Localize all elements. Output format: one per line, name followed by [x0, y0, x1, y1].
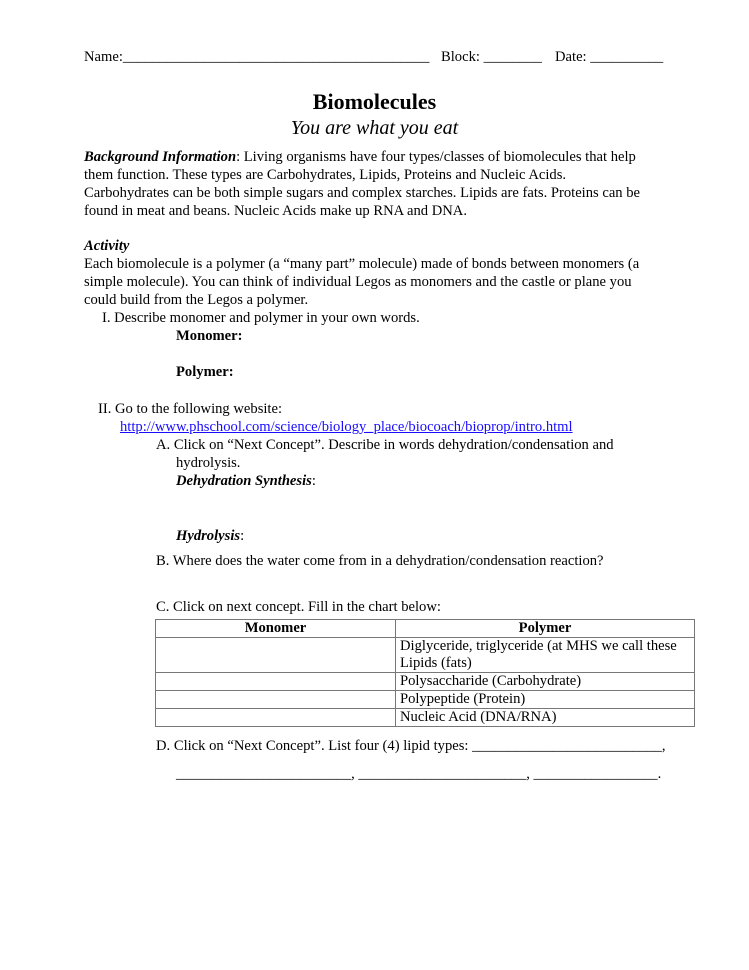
polymer-cell: Polysaccharide (Carbohydrate): [396, 673, 695, 691]
background-line-4: found in meat and beans. Nucleic Acids make up RNA and DNA.: [84, 203, 467, 219]
background-line-3: Carbohydrates can be both simple sugars and complex starches. Lipids are fats. Proteins can be: [84, 185, 641, 201]
hydrolysis-prompt: Hydrolysis:: [176, 528, 245, 544]
polymer-label: Polymer: [176, 364, 229, 380]
page-title: Biomolecules: [312, 89, 437, 114]
column-header-polymer: Polymer: [396, 620, 695, 638]
question-d-line-2: ________________________, _______________________, _________________.: [176, 766, 662, 782]
monomer-label: Monomer: [176, 328, 238, 344]
table-row: [156, 709, 695, 727]
block-field[interactable]: Block: ________: [441, 49, 542, 65]
page-subtitle: You are what you eat: [290, 117, 459, 139]
question-2: II. Go to the following website:: [98, 401, 283, 417]
polymer-cell: Nucleic Acid (DNA/RNA): [396, 709, 695, 727]
question-c: C. Click on next concept. Fill in the chart below:: [156, 599, 441, 615]
question-d-line-1: D. Click on “Next Concept”. List four (4) lipid types: __________________________,: [156, 738, 666, 754]
background-line-2: them function. These types are Carbohydrates, Lipids, Proteins and Nucleic Acids.: [84, 167, 567, 183]
activity-line-2: simple molecule). You can think of individual Legos as monomers and the castle or plane you: [84, 274, 632, 290]
table-row: [156, 673, 695, 691]
monomer-cell[interactable]: [156, 691, 396, 709]
activity-line-1: Each biomolecule is a polymer (a “many part” molecule) made of bonds between monomers (a: [84, 256, 640, 272]
dehydration-prompt: Dehydration Synthesis:: [176, 473, 316, 489]
background-label: Background Information: [84, 149, 237, 165]
name-field[interactable]: Name:__________________________________________: [84, 49, 430, 65]
monomer-cell[interactable]: [156, 638, 396, 673]
question-1: I. Describe monomer and polymer in your own words.: [102, 310, 420, 326]
background-text: : Living organisms have four types/classes of biomolecules that help: [236, 149, 636, 165]
monomer-cell[interactable]: [156, 709, 396, 727]
table-row: [156, 638, 695, 673]
website-link[interactable]: http://www.phschool.com/science/biology_place/biocoach/bioprop/intro.html: [120, 419, 573, 435]
polymer-prompt: Polymer:: [176, 364, 234, 380]
question-b: B. Where does the water come from in a dehydration/condensation reaction?: [156, 553, 604, 569]
date-field[interactable]: Date: __________: [555, 49, 664, 65]
question-a-line-2: hydrolysis.: [176, 455, 241, 471]
activity-line-3: could build from the Legos a polymer.: [84, 292, 309, 308]
monomer-cell[interactable]: [156, 673, 396, 691]
background-line-1: [84, 148, 636, 166]
table-row: [156, 691, 695, 709]
column-header-monomer: Monomer: [156, 620, 396, 638]
polymer-cell: Polypeptide (Protein): [396, 691, 695, 709]
question-a-line-1: A. Click on “Next Concept”. Describe in words dehydration/condensation and: [156, 437, 614, 453]
polymer-cell: Diglyceride, triglyceride (at MHS we call these Lipids (fats): [396, 638, 695, 673]
table-header-row: [156, 620, 695, 638]
dehydration-label: Dehydration Synthesis: [176, 473, 312, 489]
activity-heading: Activity: [84, 238, 130, 254]
hydrolysis-label: Hydrolysis: [176, 528, 241, 544]
monomer-polymer-table: [155, 619, 695, 727]
monomer-prompt: Monomer:: [176, 328, 243, 344]
